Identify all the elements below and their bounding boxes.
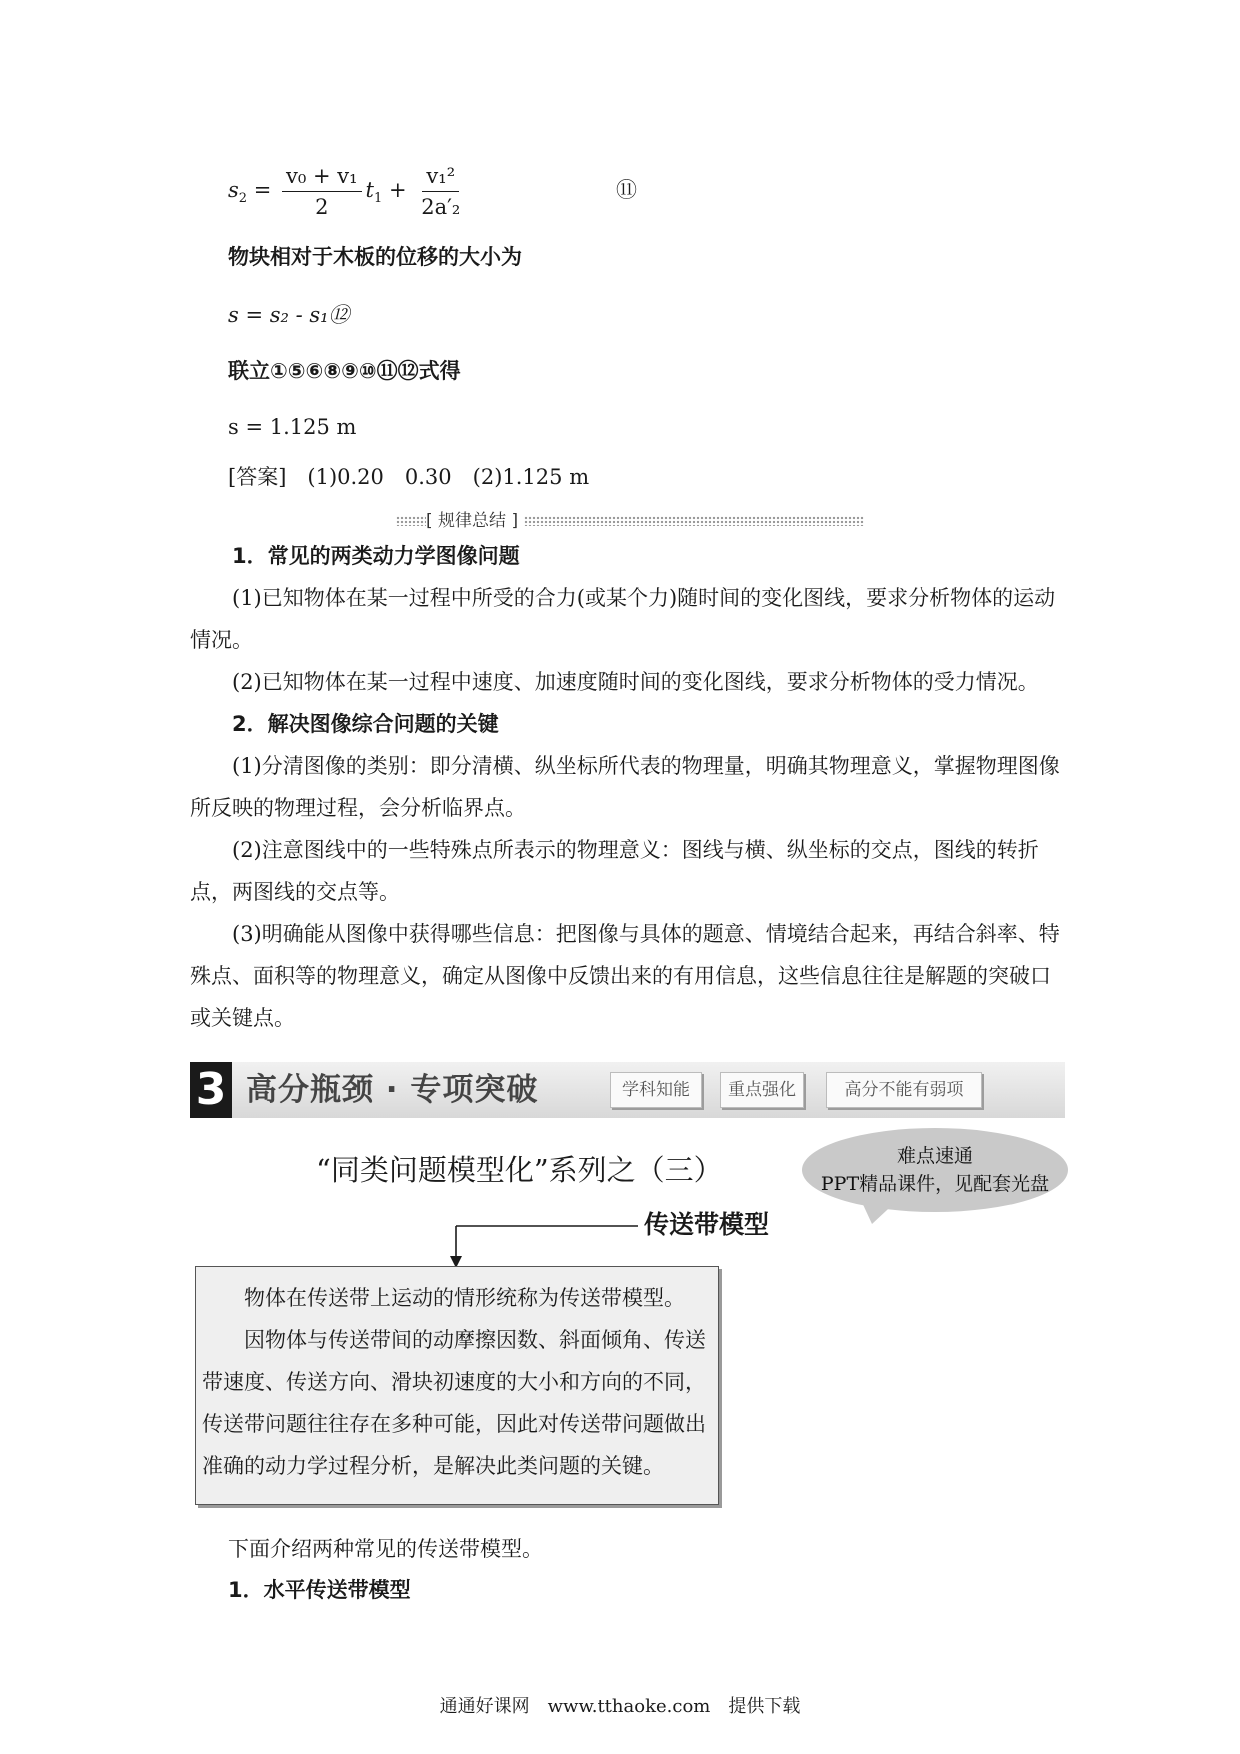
summary-header-label: [ 规律总结 ] [426, 511, 519, 531]
tip-bubble [802, 1128, 1068, 1212]
summary-heading-1: 1．常见的两类动力学图像问题 [232, 544, 520, 568]
heading-horizontal-belt: 1．水平传送带模型 [228, 1578, 411, 1602]
formula-subscript: 2 [238, 191, 248, 207]
summary-paragraph-3: (1)分清图像的类别：即分清横、纵坐标所代表的物理量，明确其物理意义，掌握物理图像所反映的物理过程，会分析临界点。 [190, 754, 1060, 820]
equation-marker-11: ⑪ [616, 178, 637, 202]
fraction-2 [417, 163, 464, 220]
tab-key-reinforcement[interactable]: 重点强化 [720, 1072, 804, 1108]
fraction-1 [282, 163, 362, 220]
page-footer: 通通好课网 www.tthaoke.com 提供下载 [439, 1696, 801, 1717]
model-label: 传送带模型 [644, 1210, 770, 1239]
summary-paragraph-2: (2)已知物体在某一过程中速度、加速度随时间的变化图线，要求分析物体的受力情况。 [232, 670, 1039, 694]
summary-paragraph-1: (1)已知物体在某一过程中所受的合力(或某个力)随时间的变化图线，要求分析物体的运动情况。 [190, 586, 1056, 652]
tab-no-weak-items[interactable]: 高分不能有弱项 [826, 1072, 982, 1108]
text-combine-equations: 联立①⑤⑥⑧⑨⑩⑪⑫式得 [228, 359, 461, 383]
fraction-2-numerator: v₁² [422, 163, 459, 192]
formula-symbol: t [365, 178, 374, 202]
bubble-tail [860, 1198, 900, 1224]
formula-symbol: s [228, 178, 239, 202]
text-relative-displacement: 物块相对于木板的位移的大小为 [228, 245, 522, 269]
tip-bubble-line-1: 难点速通 [896, 1145, 973, 1167]
model-connector-arrow [440, 1218, 640, 1270]
formula-subscript: 1 [373, 191, 383, 207]
answer-line: [答案] (1)0.20 0.30 (2)1.125 m [228, 465, 590, 489]
fraction-1-denominator: 2 [315, 195, 329, 219]
formula-s: s = s₂ - s₁⑫ [228, 303, 350, 327]
box-paragraph-2: 因物体与传送带间的动摩擦因数、斜面倾角、传送带速度、传送方向、滑块初速度的大小和方向的不同，传送带问题往往存在多种可能，因此对传送带问题做出准确的动力学过程分析，是解决此类问题的关键。 [202, 1328, 706, 1478]
model-definition-box [195, 1266, 719, 1505]
fraction-2-denominator: 2a′₂ [421, 195, 461, 219]
box-paragraph-1: 物体在传送带上运动的情形统称为传送带模型。 [244, 1286, 685, 1310]
summary-block [190, 535, 1060, 1039]
result-s: s = 1.125 m [228, 415, 357, 439]
tab-subject-knowledge[interactable]: 学科知能 [610, 1072, 702, 1108]
summary-heading-2: 2．解决图像综合问题的关键 [232, 712, 499, 736]
formula-s2 [228, 162, 468, 227]
section-banner [190, 1062, 1065, 1118]
summary-paragraph-5: (3)明确能从图像中获得哪些信息：把图像与具体的题意、情境结合起来，再结合斜率、特殊点、面积等的物理意义，确定从图像中反馈出来的有用信息，这些信息往往是解题的突破口或关键点。 [190, 922, 1060, 1030]
dots-left [396, 516, 426, 526]
intro-text: 下面介绍两种常见的传送带模型。 [228, 1537, 543, 1561]
summary-paragraph-4: (2)注意图线中的一些特殊点所表示的物理意义：图线与横、纵坐标的交点，图线的转折点，两图线的交点等。 [190, 838, 1039, 904]
tip-bubble-line-2: PPT精品课件，见配套光盘 [820, 1173, 1050, 1195]
summary-header [396, 506, 886, 536]
formula-plus: + [382, 178, 414, 202]
formula-equals: = [247, 178, 279, 202]
dots-right [524, 516, 864, 526]
section-number-badge: 3 [190, 1062, 232, 1118]
section-title: 高分瓶颈 · 专项突破 [246, 1072, 539, 1108]
fraction-1-numerator: v₀ + v₁ [282, 163, 362, 192]
series-title: “同类问题模型化”系列之（三） [316, 1153, 723, 1187]
